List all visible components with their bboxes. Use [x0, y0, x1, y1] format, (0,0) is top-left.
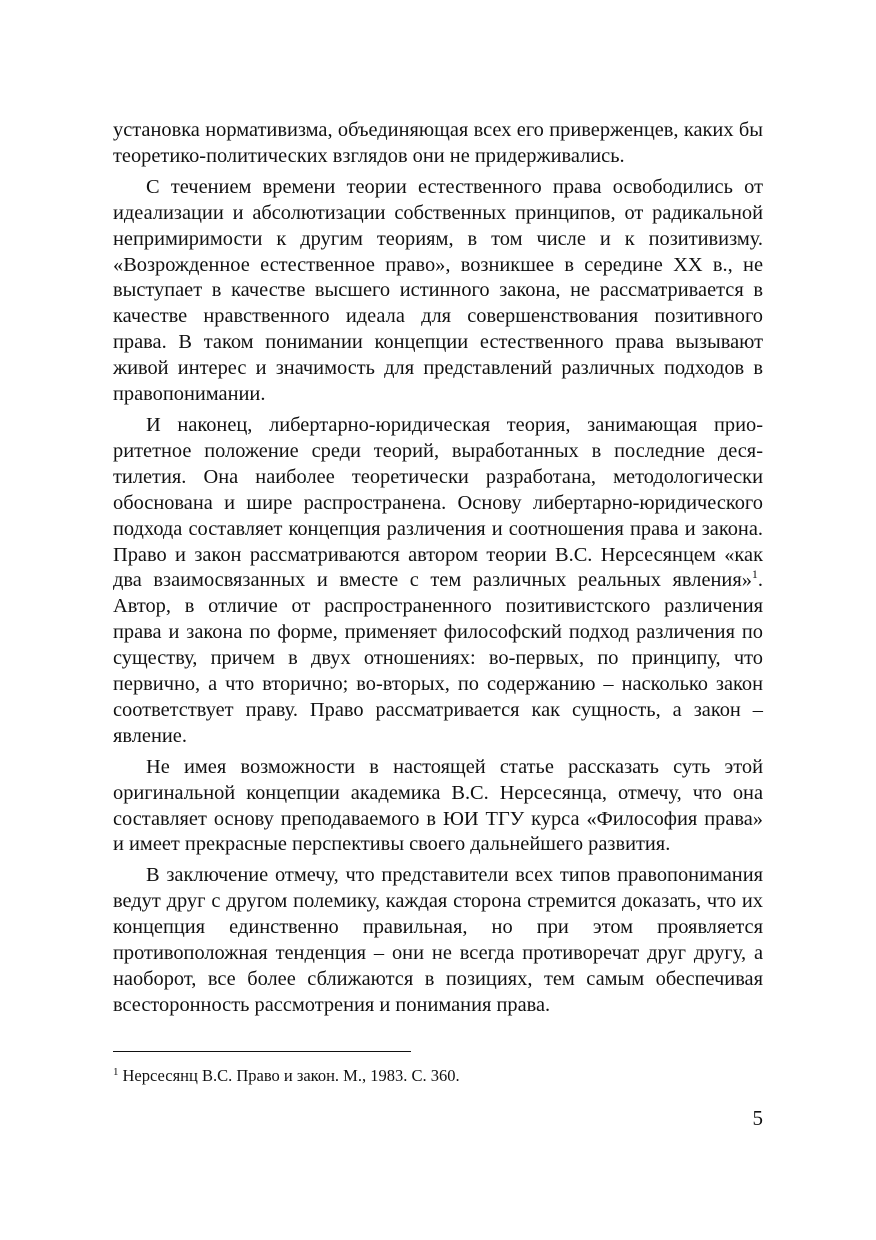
footnote-divider	[113, 1051, 411, 1052]
paragraph-3-part-1: И наконец, либертарно-юридическая теория, занимающая приоритетное положение среди теорий, выработанных в последние десятилетия. Она наиболее теоретически разработана, методологически обоснована и шире распространена. Основу либертарно-юридического подхода составляет концепция различения и соотношения права и закона. Право и закон рассматриваются автором теории В.С. Нерсесянцем «как два взаимосвязанных и вместе с тем различных реальных явления»	[113, 413, 763, 592]
paragraph-5: В заключение отмечу, что представители всех типов правопонимания ведут друг с другом полемику, каждая сторона стремится доказать, что их концепция единственно правильная, но при этом проявляется противоположная тенденция – они не всегда противоречат друг другу, а наоборот, все более сближаются в позициях, тем самым обеспечивая всесторонность рассмотрения и понимания права.	[113, 864, 763, 1016]
footnote-reference: 1	[751, 567, 758, 582]
footnote	[113, 1065, 763, 1087]
paragraph-2: С течением времени теории естественного права освободились от идеализации и абсолютизации собственных принципов, от радикальной непримиримости к другим теориям, в том числе и к позитивизму. «Возрожденное естественное право», возникшее в середине XX в., не выступает в качестве высшего истинного закона, не рассматривается в качестве нравственного идеала для совершенствования позитивного права. В таком понимании концепции естественного права вызывают живой интерес и значимость для представлений различных подходов в правопонимании.	[113, 175, 763, 406]
footnote-text: Нерсесянц В.С. Право и закон. М., 1983. С. 360.	[122, 1066, 460, 1085]
page-number: 5	[752, 1106, 763, 1130]
footnote-marker: 1	[113, 1066, 119, 1078]
paragraph-3-part-2: . Автор, в отличие от распространенного позитивистского различения права и закона по форме, применяет философский подход различения по существу, причем в двух отношениях: во-первых, по принципу, что первично, а что вторично; во-вторых, по содержанию – насколько закон соответствует праву. Право рассматривается как сущность, а закон – явление.	[113, 569, 763, 747]
paragraph-3	[113, 413, 763, 750]
body-text	[113, 118, 763, 1024]
paragraph-4: Не имея возможности в настоящей статье рассказать суть этой оригинальной концепции академика В.С. Нерсесянца, отмечу, что она составляет основу преподаваемого в ЮИ ТГУ курса «Философия права» и имеет прекрасные перспективы своего дальнейшего развития.	[113, 755, 763, 856]
paragraph-1: установка нормативизма, объединяющая всех его приверженцев, каких бы теоретико-политических взглядов они не придерживались.	[113, 119, 763, 167]
